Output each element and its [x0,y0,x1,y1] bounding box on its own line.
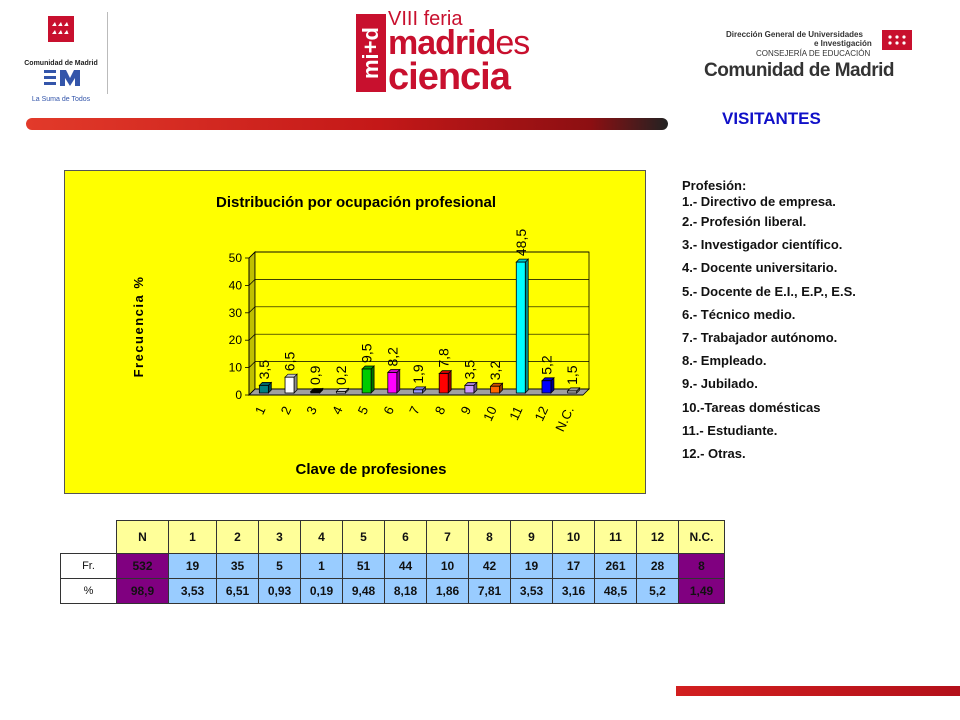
profession-list [682,194,952,465]
table-header-cell: 11 [595,521,637,554]
profession-heading: Profesión: [682,178,747,193]
profession-legend [682,178,952,465]
x-tick-label: 6 [380,403,398,417]
data-label: 8,2 [384,347,401,367]
table-cell-nc: 8 [679,554,725,579]
x-tick-label: 11 [506,403,526,423]
table-cell: 35 [217,554,259,579]
table-cell: 3,53 [169,579,217,604]
table-cell: 48,5 [595,579,637,604]
profession-item: 5.- Docente de E.I., E.P., E.S. [682,283,856,299]
logo-divider [107,12,108,94]
bar [336,392,345,394]
right-logo-line1: Dirección General de Universidades [726,30,863,39]
table-row-frequency [61,554,725,579]
row-label: Fr. [61,554,117,579]
data-label: 3,5 [255,359,272,380]
table-header-cell: 4 [301,521,343,554]
red-divider-bar [26,118,668,130]
table-header-cell: 6 [385,521,427,554]
table-cell: 5 [259,554,301,579]
profession-item: 6.- Técnico medio. [682,306,796,322]
bar [491,386,500,393]
table-cell: 19 [511,554,553,579]
data-label: 9,5 [358,343,375,363]
data-label: 3,2 [487,360,504,381]
table-cell-total: 532 [117,554,169,579]
table-cell: 261 [595,554,637,579]
table-header-cell: 7 [427,521,469,554]
right-logo-line3: CONSEJERÍA DE EDUCACIÓN [756,49,871,58]
feria-line2: madrides [388,24,530,62]
x-axis-label: Clave de profesiones [295,461,447,478]
data-label: 0,2 [332,365,349,385]
x-tick-label: 5 [354,403,372,417]
table-header-cell: 2 [217,521,259,554]
data-label: 3,5 [461,359,478,380]
bar [362,369,371,393]
y-axis-label: Frecuencia % [131,275,146,378]
chart-left-wall [249,252,255,395]
data-label: 1,9 [410,364,426,384]
table-header-cell: 1 [169,521,217,554]
bar-side [448,371,451,393]
bar [259,385,268,393]
left-logo-text: Comunidad de Madrid [24,60,98,67]
table-header-cell: 9 [511,521,553,554]
table-row-percent [61,579,725,604]
profession-item: 11.- Estudiante. [682,422,778,438]
bar-side [397,370,400,393]
table-cell: 7,81 [469,579,511,604]
bar [516,262,525,393]
consejeria-logo [696,24,926,84]
profession-item: 1.- Directivo de empresa. [682,194,836,209]
data-label: 7,8 [435,348,452,368]
x-tick-label: 8 [431,403,449,417]
table-cell: 9,48 [343,579,385,604]
comunidad-madrid-logo [14,12,114,103]
table-cell: 42 [469,554,511,579]
table-cell: 1 [301,554,343,579]
x-tick-label: 1 [251,403,269,417]
mid-badge: mi+d [356,14,386,92]
madrid-coat-icon [14,12,108,58]
table-cell: 1,86 [427,579,469,604]
bar [311,392,320,394]
x-tick-label: 10 [480,403,500,424]
table-cell: 44 [385,554,427,579]
row-label: % [61,579,117,604]
data-label: 0,9 [307,365,324,385]
data-label: 48,5 [512,228,529,257]
x-tick-label: 12 [531,403,552,424]
y-tick-label: 40 [228,278,242,293]
profession-item: 12.- Otras. [682,446,746,462]
data-label: 1,5 [564,365,581,385]
right-logo-line2: e Investigación [814,39,872,48]
y-tick-label: 10 [228,360,242,375]
profession-item: 9.- Jubilado. [682,376,758,392]
table-header-cell: N.C. [679,521,725,554]
table-cell: 0,19 [301,579,343,604]
x-tick-label: 7 [406,403,423,417]
x-tick-label: N.C. [552,403,577,434]
feria-logo [352,8,542,98]
left-logo-sub: La Suma de Todos [31,96,91,103]
bar [388,373,397,393]
table-cell-nc: 1,49 [679,579,725,604]
table-header-row [61,521,725,554]
frequency-table [60,520,725,604]
table-cell: 6,51 [217,579,259,604]
profession-item: 10.-Tareas domésticas [682,399,821,415]
table-cell: 51 [343,554,385,579]
feria-line3: ciencia [388,56,510,98]
table-cell: 8,18 [385,579,427,604]
bar [542,381,551,393]
bar-side [525,259,528,393]
table-cell: 10 [427,554,469,579]
bar [465,385,474,393]
table-corner [61,521,117,554]
x-tick-label: 4 [328,403,346,417]
table-header-cell: 5 [343,521,385,554]
data-label: 5,2 [538,355,555,375]
table-cell: 3,53 [511,579,553,604]
chart-title: Distribución por ocupación profesional [215,194,497,211]
y-tick-label: 0 [235,388,242,402]
bar [414,390,423,393]
y-tick-label: 50 [228,251,242,265]
table-header-cell: 10 [553,521,595,554]
bar-side [371,366,374,393]
table-header-cell: N [117,521,169,554]
profession-item: 2.- Profesión liberal. [682,214,807,229]
x-tick-label: 3 [303,403,320,417]
profession-item: 7.- Trabajador autónomo. [682,330,838,346]
profession-item: 4.- Docente universitario. [682,260,838,276]
profession-item: 3.- Investigador científico. [682,237,843,253]
madrid-flag-icon [882,30,912,50]
bar [439,374,448,393]
table-cell: 19 [169,554,217,579]
x-tick-label: 9 [457,403,475,417]
table-header-cell: 8 [469,521,511,554]
feria-line1: VIII feria [388,8,463,30]
table-cell-total: 98,9 [117,579,169,604]
table-cell: 28 [637,554,679,579]
profession-item: 8.- Empleado. [682,353,767,369]
y-tick-label: 30 [228,305,242,320]
table-header-cell: 3 [259,521,301,554]
y-tick-label: 20 [228,333,242,348]
suma-logo-icon [14,68,108,98]
bar [285,377,294,393]
bar [568,391,577,393]
bar-chart [64,170,646,494]
table-cell: 3,16 [553,579,595,604]
section-title: VISITANTES [722,109,821,128]
right-logo-line4: Comunidad de Madrid [704,60,894,81]
table-header-cell: 12 [637,521,679,554]
x-tick-label: 2 [277,403,295,417]
table-cell: 17 [553,554,595,579]
chart-svg [65,171,647,495]
data-label: 6,5 [281,351,298,372]
red-footer-bar [676,686,960,696]
table-cell: 5,2 [637,579,679,604]
table-cell: 0,93 [259,579,301,604]
